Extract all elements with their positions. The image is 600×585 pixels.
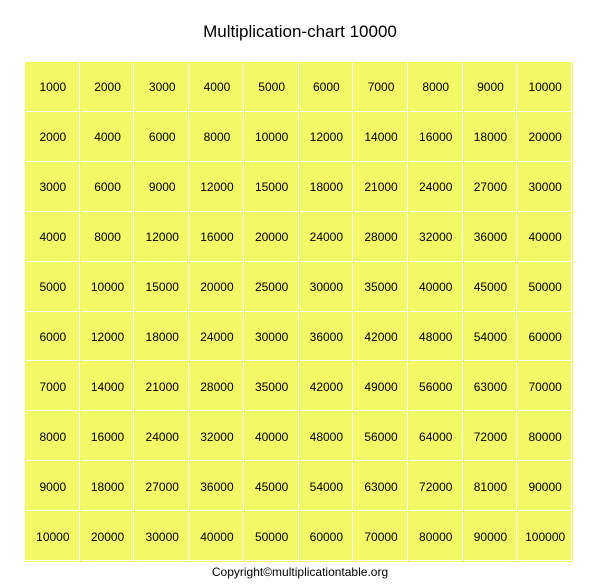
table-cell: 30000 [245,313,299,362]
copyright-footer: Copyright©multiplicationtable.org [211,565,389,579]
table-cell: 20000 [190,263,244,312]
table-cell: 45000 [245,462,299,511]
table-cell: 5000 [26,263,80,312]
table-cell: 18000 [300,163,354,212]
table-cell: 30000 [518,163,572,212]
table-cell: 9000 [464,63,518,112]
table-cell: 72000 [464,412,518,461]
table-cell: 3000 [26,163,80,212]
table-cell: 56000 [354,412,408,461]
table-cell: 24000 [409,163,463,212]
table-cell: 50000 [245,512,299,561]
table-cell: 80000 [409,512,463,561]
table-cell: 20000 [81,512,135,561]
table-cell: 30000 [135,512,189,561]
table-cell: 2000 [81,63,135,112]
table-cell: 18000 [135,313,189,362]
table-cell: 8000 [81,213,135,262]
table-cell: 35000 [245,362,299,411]
table-cell: 6000 [300,63,354,112]
table-cell: 60000 [518,313,572,362]
table-cell: 9000 [26,462,80,511]
table-cell: 16000 [81,412,135,461]
table-cell: 36000 [464,213,518,262]
table-cell: 2000 [26,113,80,162]
table-cell: 42000 [300,362,354,411]
table-cell: 10000 [26,512,80,561]
table-cell: 54000 [300,462,354,511]
table-cell: 5000 [245,63,299,112]
table-cell: 9000 [135,163,189,212]
multiplication-table [25,62,573,562]
table-cell: 4000 [190,63,244,112]
table-cell: 25000 [245,263,299,312]
table-cell: 18000 [81,462,135,511]
table-cell: 24000 [135,412,189,461]
table-cell: 48000 [409,313,463,362]
table-cell: 24000 [300,213,354,262]
table-cell: 36000 [190,462,244,511]
page-title: Multiplication-chart 10000 [203,22,397,41]
table-cell: 15000 [135,263,189,312]
table-cell: 35000 [354,263,408,312]
table-cell: 50000 [518,263,572,312]
table-cell: 6000 [135,113,189,162]
table-cell: 90000 [464,512,518,561]
table-cell: 54000 [464,313,518,362]
table-cell: 18000 [464,113,518,162]
table-cell: 49000 [354,362,408,411]
table-cell: 16000 [190,213,244,262]
table-cell: 40000 [518,213,572,262]
table-cell: 27000 [135,462,189,511]
table-cell: 24000 [190,313,244,362]
table-cell: 6000 [81,163,135,212]
table-cell: 14000 [354,113,408,162]
table-cell: 12000 [81,313,135,362]
table-cell: 10000 [518,63,572,112]
table-cell: 10000 [245,113,299,162]
table-cell: 32000 [190,412,244,461]
table-cell: 21000 [135,362,189,411]
table-cell: 100000 [518,512,572,561]
table-cell: 27000 [464,163,518,212]
table-cell: 1000 [26,63,80,112]
table-cell: 8000 [190,113,244,162]
table-cell: 40000 [245,412,299,461]
table-cell: 36000 [300,313,354,362]
table-cell: 6000 [26,313,80,362]
table-cell: 45000 [464,263,518,312]
table-cell: 12000 [190,163,244,212]
table-cell: 90000 [518,462,572,511]
table-cell: 14000 [81,362,135,411]
table-cell: 15000 [245,163,299,212]
table-cell: 63000 [354,462,408,511]
table-cell: 12000 [135,213,189,262]
table-cell: 70000 [354,512,408,561]
table-cell: 7000 [354,63,408,112]
table-cell: 21000 [354,163,408,212]
table-cell: 70000 [518,362,572,411]
table-cell: 8000 [409,63,463,112]
table-cell: 12000 [300,113,354,162]
table-cell: 7000 [26,362,80,411]
table-cell: 60000 [300,512,354,561]
table-cell: 80000 [518,412,572,461]
table-cell: 4000 [26,213,80,262]
table-cell: 72000 [409,462,463,511]
table-cell: 40000 [190,512,244,561]
table-cell: 20000 [245,213,299,262]
table-cell: 10000 [81,263,135,312]
table-cell: 4000 [81,113,135,162]
table-cell: 3000 [135,63,189,112]
table-cell: 16000 [409,113,463,162]
table-cell: 56000 [409,362,463,411]
table-cell: 40000 [409,263,463,312]
table-cell: 63000 [464,362,518,411]
table-cell: 8000 [26,412,80,461]
table-cell: 42000 [354,313,408,362]
table-cell: 64000 [409,412,463,461]
table-cell: 28000 [354,213,408,262]
table-cell: 81000 [464,462,518,511]
table-cell: 48000 [300,412,354,461]
table-cell: 30000 [300,263,354,312]
table-cell: 32000 [409,213,463,262]
table-cell: 28000 [190,362,244,411]
table-cell: 20000 [518,113,572,162]
